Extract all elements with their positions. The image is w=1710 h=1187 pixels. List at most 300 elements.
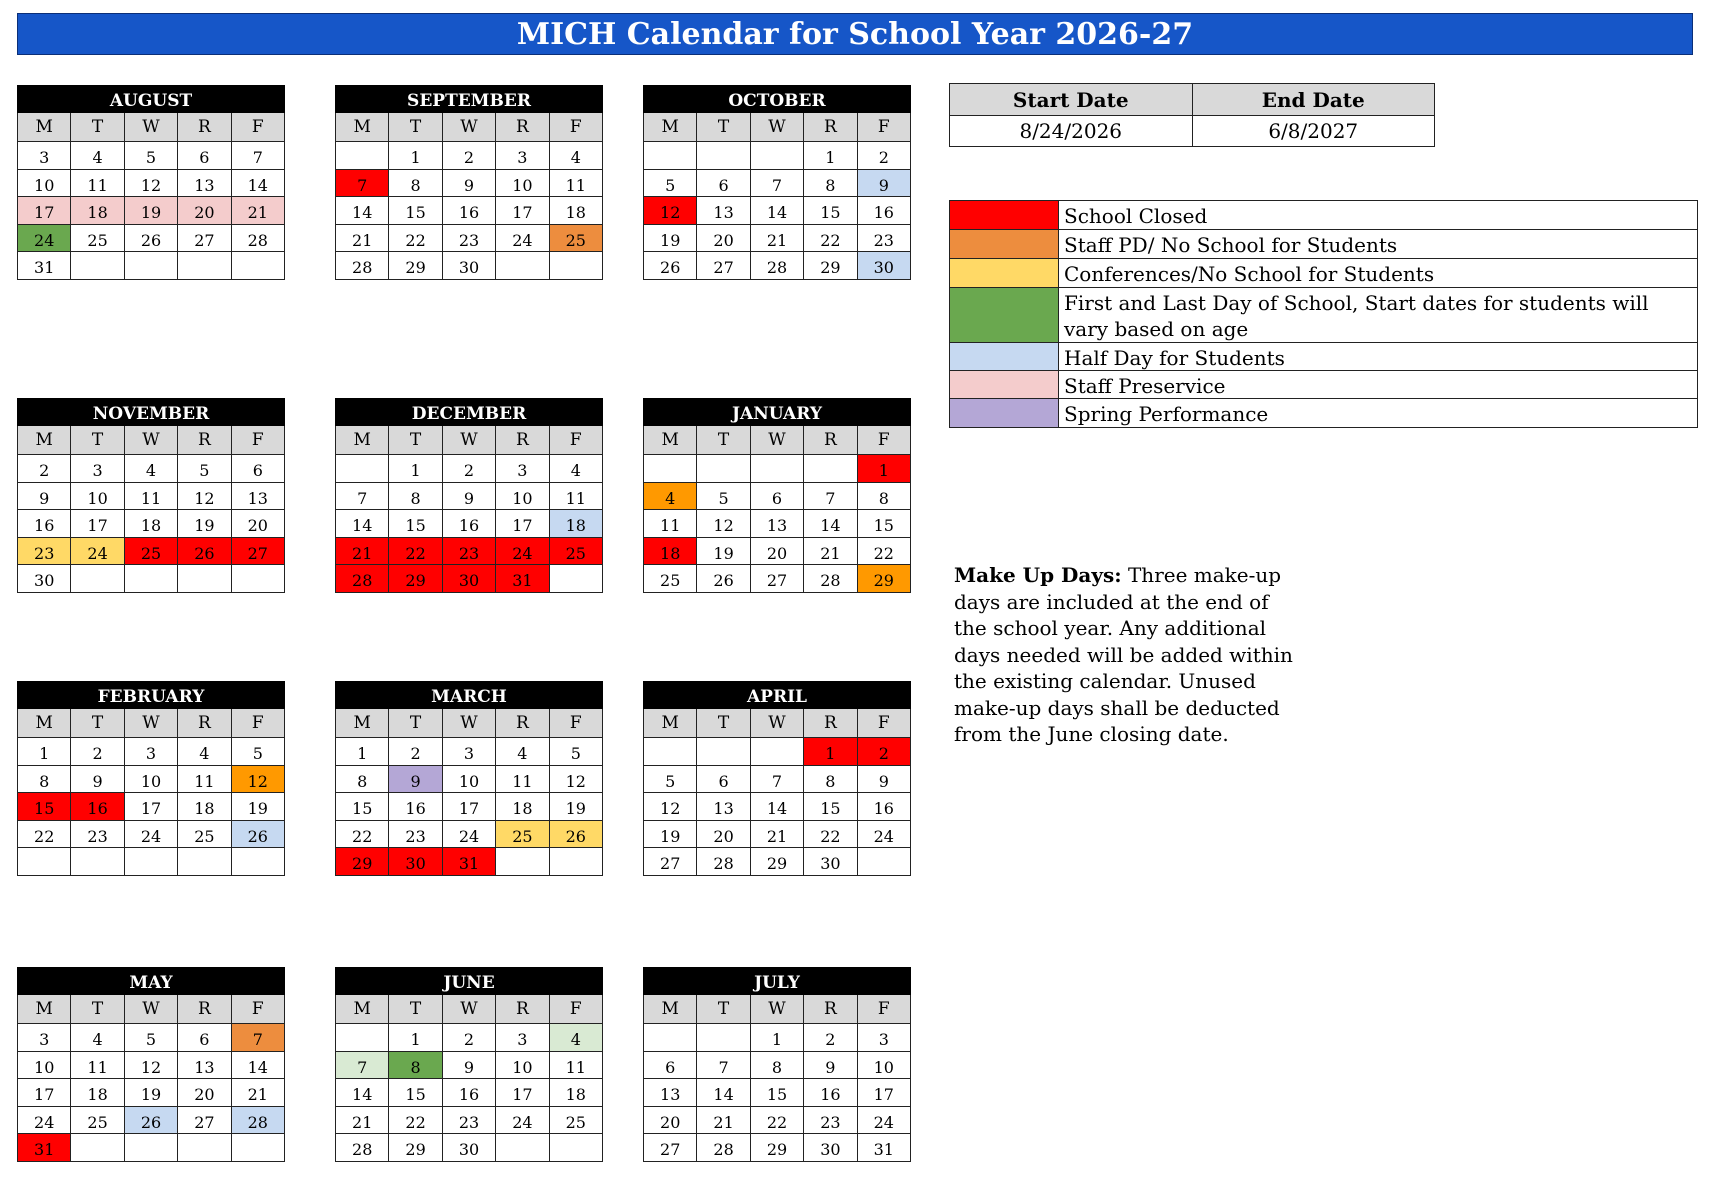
day-cell: 18 [125, 510, 178, 538]
day-cell: 28 [336, 252, 389, 280]
day-cell: 14 [336, 510, 389, 538]
weekday-header: M [336, 426, 389, 455]
weekday-header: R [178, 995, 231, 1024]
month-august [17, 85, 285, 280]
day-cell: 30 [804, 1134, 857, 1162]
day-cell [125, 252, 178, 280]
weekday-header: M [644, 113, 697, 142]
day-cell: 14 [751, 197, 804, 225]
day-cell: 30 [858, 252, 911, 280]
weekday-header: W [443, 709, 496, 738]
weekday-header: W [443, 995, 496, 1024]
weekday-header: R [804, 709, 857, 738]
legend-label: First and Last Day of School, Start dates for students will vary based on age [1064, 291, 1649, 341]
day-cell: 29 [751, 848, 804, 876]
day-cell: 19 [232, 793, 285, 821]
day-cell [697, 1024, 750, 1052]
weekday-header: F [232, 995, 285, 1024]
day-cell: 18 [550, 197, 603, 225]
day-cell: 31 [443, 848, 496, 876]
legend-label: Conferences/No School for Students [1064, 262, 1435, 286]
day-cell: 14 [804, 510, 857, 538]
month-days-grid [17, 995, 285, 1162]
day-cell: 18 [496, 793, 549, 821]
month-may [17, 967, 285, 1162]
day-cell: 29 [389, 1134, 442, 1162]
day-cell: 2 [858, 738, 911, 766]
day-cell: 3 [496, 455, 549, 483]
weekday-header: T [389, 995, 442, 1024]
day-cell: 3 [443, 738, 496, 766]
day-cell: 26 [644, 252, 697, 280]
day-cell: 22 [18, 821, 71, 849]
day-cell: 26 [178, 538, 231, 566]
day-cell: 28 [697, 1134, 750, 1162]
day-cell: 7 [336, 1052, 389, 1080]
day-cell: 28 [804, 565, 857, 593]
day-cell: 30 [443, 565, 496, 593]
day-cell: 14 [336, 197, 389, 225]
day-cell: 19 [178, 510, 231, 538]
day-cell: 25 [125, 538, 178, 566]
day-cell: 4 [496, 738, 549, 766]
weekday-header: W [125, 709, 178, 738]
day-cell [697, 142, 750, 170]
day-cell: 26 [697, 565, 750, 593]
month-days-grid [643, 113, 911, 280]
weekday-header: F [550, 426, 603, 455]
day-cell: 3 [858, 1024, 911, 1052]
day-cell: 3 [18, 142, 71, 170]
month-name: OCTOBER [643, 85, 911, 113]
day-cell: 11 [71, 170, 124, 198]
legend-label: School Closed [1064, 204, 1208, 228]
day-cell: 17 [18, 197, 71, 225]
day-cell: 24 [125, 821, 178, 849]
day-cell: 30 [443, 1134, 496, 1162]
day-cell: 4 [644, 483, 697, 511]
day-cell: 19 [125, 197, 178, 225]
day-cell: 15 [804, 793, 857, 821]
day-cell: 10 [858, 1052, 911, 1080]
day-cell: 22 [389, 1107, 442, 1135]
legend-item [950, 371, 1697, 399]
day-cell: 20 [644, 1107, 697, 1135]
day-cell: 16 [443, 510, 496, 538]
month-december [335, 398, 603, 593]
day-cell [232, 565, 285, 593]
day-cell: 15 [751, 1079, 804, 1107]
day-cell: 21 [336, 225, 389, 253]
day-cell: 8 [389, 170, 442, 198]
month-days-grid [335, 995, 603, 1162]
day-cell: 24 [18, 1107, 71, 1135]
legend-swatch [950, 259, 1059, 287]
day-cell: 31 [18, 1134, 71, 1162]
day-cell: 13 [751, 510, 804, 538]
day-cell: 13 [178, 1052, 231, 1080]
day-cell: 22 [858, 538, 911, 566]
day-cell: 17 [496, 1079, 549, 1107]
day-cell: 9 [858, 766, 911, 794]
day-cell: 9 [443, 483, 496, 511]
legend-item [950, 259, 1697, 288]
month-october [643, 85, 911, 280]
month-name: JANUARY [643, 398, 911, 426]
day-cell: 6 [178, 142, 231, 170]
month-days-grid [643, 995, 911, 1162]
day-cell: 3 [496, 142, 549, 170]
day-cell: 12 [178, 483, 231, 511]
day-cell: 28 [336, 565, 389, 593]
weekday-header: T [697, 995, 750, 1024]
weekday-header: T [71, 709, 124, 738]
day-cell: 25 [550, 1107, 603, 1135]
day-cell: 25 [550, 225, 603, 253]
day-cell: 9 [18, 483, 71, 511]
school-dates-table [949, 83, 1435, 147]
month-november [17, 398, 285, 593]
day-cell: 15 [389, 1079, 442, 1107]
day-cell: 5 [644, 766, 697, 794]
month-days-grid [17, 426, 285, 593]
day-cell [550, 1134, 603, 1162]
weekday-header: R [178, 709, 231, 738]
day-cell: 10 [71, 483, 124, 511]
day-cell [178, 565, 231, 593]
month-days-grid [643, 709, 911, 876]
day-cell: 5 [697, 483, 750, 511]
weekday-header: F [232, 426, 285, 455]
day-cell [125, 848, 178, 876]
day-cell: 22 [804, 225, 857, 253]
day-cell: 9 [389, 766, 442, 794]
day-cell: 24 [18, 225, 71, 253]
day-cell: 17 [18, 1079, 71, 1107]
day-cell: 4 [71, 142, 124, 170]
day-cell: 3 [125, 738, 178, 766]
day-cell: 14 [232, 170, 285, 198]
day-cell: 22 [336, 821, 389, 849]
day-cell: 25 [550, 538, 603, 566]
day-cell: 7 [804, 483, 857, 511]
day-cell [550, 848, 603, 876]
day-cell: 21 [232, 197, 285, 225]
day-cell: 19 [125, 1079, 178, 1107]
day-cell: 30 [18, 565, 71, 593]
weekday-header: F [550, 709, 603, 738]
day-cell: 8 [804, 766, 857, 794]
weekday-header: T [389, 113, 442, 142]
weekday-header: F [858, 426, 911, 455]
month-name: JUNE [335, 967, 603, 995]
day-cell: 2 [71, 738, 124, 766]
day-cell: 18 [178, 793, 231, 821]
day-cell: 31 [18, 252, 71, 280]
day-cell: 8 [389, 483, 442, 511]
day-cell: 17 [125, 793, 178, 821]
day-cell: 18 [550, 1079, 603, 1107]
day-cell [71, 252, 124, 280]
month-days-grid [335, 709, 603, 876]
weekday-header: M [18, 709, 71, 738]
day-cell: 1 [18, 738, 71, 766]
day-cell [336, 1024, 389, 1052]
day-cell: 16 [18, 510, 71, 538]
day-cell: 12 [550, 766, 603, 794]
day-cell: 20 [697, 821, 750, 849]
day-cell: 2 [443, 142, 496, 170]
day-cell: 1 [804, 738, 857, 766]
day-cell: 28 [232, 1107, 285, 1135]
legend-swatch [950, 343, 1059, 370]
day-cell: 5 [125, 1024, 178, 1052]
weekday-header: W [751, 709, 804, 738]
day-cell: 22 [751, 1107, 804, 1135]
day-cell: 4 [550, 1024, 603, 1052]
day-cell: 12 [125, 1052, 178, 1080]
day-cell: 24 [71, 538, 124, 566]
month-march [335, 681, 603, 876]
day-cell: 21 [336, 538, 389, 566]
day-cell [550, 565, 603, 593]
day-cell [232, 252, 285, 280]
day-cell: 1 [389, 455, 442, 483]
day-cell: 21 [697, 1107, 750, 1135]
day-cell: 29 [389, 252, 442, 280]
weekday-header: T [71, 426, 124, 455]
day-cell: 29 [858, 565, 911, 593]
day-cell: 19 [550, 793, 603, 821]
day-cell: 18 [550, 510, 603, 538]
day-cell: 11 [71, 1052, 124, 1080]
day-cell: 15 [389, 197, 442, 225]
weekday-header: R [178, 113, 231, 142]
day-cell: 12 [697, 510, 750, 538]
day-cell: 12 [644, 197, 697, 225]
weekday-header: M [644, 426, 697, 455]
weekday-header: R [804, 995, 857, 1024]
day-cell: 4 [550, 455, 603, 483]
day-cell: 27 [644, 848, 697, 876]
day-cell [336, 455, 389, 483]
day-cell: 24 [858, 1107, 911, 1135]
day-cell: 17 [858, 1079, 911, 1107]
day-cell [858, 848, 911, 876]
day-cell: 25 [178, 821, 231, 849]
month-name: NOVEMBER [17, 398, 285, 426]
day-cell: 5 [232, 738, 285, 766]
legend-item [950, 288, 1697, 343]
day-cell: 25 [644, 565, 697, 593]
day-cell: 4 [550, 142, 603, 170]
day-cell: 5 [550, 738, 603, 766]
day-cell: 23 [443, 225, 496, 253]
day-cell: 21 [751, 821, 804, 849]
day-cell: 24 [496, 1107, 549, 1135]
legend-label: Half Day for Students [1064, 346, 1285, 370]
weekday-header: F [550, 113, 603, 142]
day-cell: 6 [644, 1052, 697, 1080]
day-cell [125, 565, 178, 593]
day-cell: 7 [232, 142, 285, 170]
day-cell: 26 [550, 821, 603, 849]
weekday-header: W [125, 113, 178, 142]
start-date-value: 8/24/2026 [950, 116, 1193, 147]
weekday-header: T [389, 709, 442, 738]
day-cell [71, 1134, 124, 1162]
day-cell [644, 142, 697, 170]
legend-item [950, 343, 1697, 371]
day-cell: 23 [804, 1107, 857, 1135]
weekday-header: F [550, 995, 603, 1024]
legend-swatch [950, 230, 1059, 258]
day-cell: 8 [336, 766, 389, 794]
day-cell: 16 [71, 793, 124, 821]
day-cell [232, 848, 285, 876]
day-cell: 11 [550, 170, 603, 198]
month-name: FEBRUARY [17, 681, 285, 709]
day-cell: 16 [858, 793, 911, 821]
day-cell: 28 [751, 252, 804, 280]
day-cell [71, 848, 124, 876]
month-july [643, 967, 911, 1162]
legend-label: Staff PD/ No School for Students [1064, 233, 1398, 257]
day-cell: 9 [804, 1052, 857, 1080]
weekday-header: F [858, 709, 911, 738]
month-name: JULY [643, 967, 911, 995]
weekday-header: W [751, 426, 804, 455]
day-cell [550, 252, 603, 280]
day-cell [644, 1024, 697, 1052]
weekday-header: R [496, 426, 549, 455]
day-cell: 16 [858, 197, 911, 225]
day-cell: 6 [178, 1024, 231, 1052]
day-cell: 16 [443, 197, 496, 225]
weekday-header: T [71, 113, 124, 142]
month-name: MARCH [335, 681, 603, 709]
day-cell: 10 [496, 170, 549, 198]
month-days-grid [17, 709, 285, 876]
legend-item [950, 399, 1697, 427]
day-cell: 30 [804, 848, 857, 876]
day-cell: 24 [858, 821, 911, 849]
day-cell: 28 [232, 225, 285, 253]
day-cell [178, 1134, 231, 1162]
day-cell: 18 [71, 1079, 124, 1107]
day-cell: 6 [751, 483, 804, 511]
day-cell: 14 [336, 1079, 389, 1107]
weekday-header: M [644, 709, 697, 738]
day-cell: 1 [336, 738, 389, 766]
day-cell [644, 455, 697, 483]
day-cell: 1 [804, 142, 857, 170]
day-cell: 8 [858, 483, 911, 511]
weekday-header: T [697, 426, 750, 455]
day-cell: 21 [232, 1079, 285, 1107]
month-april [643, 681, 911, 876]
day-cell: 9 [71, 766, 124, 794]
day-cell: 20 [232, 510, 285, 538]
day-cell: 18 [71, 197, 124, 225]
month-february [17, 681, 285, 876]
day-cell: 3 [18, 1024, 71, 1052]
day-cell: 13 [697, 197, 750, 225]
day-cell: 11 [644, 510, 697, 538]
day-cell: 27 [178, 225, 231, 253]
day-cell: 15 [804, 197, 857, 225]
day-cell: 4 [71, 1024, 124, 1052]
day-cell: 16 [389, 793, 442, 821]
day-cell: 1 [751, 1024, 804, 1052]
month-name: AUGUST [17, 85, 285, 113]
weekday-header: T [697, 709, 750, 738]
day-cell: 12 [125, 170, 178, 198]
weekday-header: R [496, 995, 549, 1024]
makeup-days-note [954, 562, 1304, 748]
day-cell [804, 455, 857, 483]
day-cell: 28 [697, 848, 750, 876]
month-january [643, 398, 911, 593]
day-cell: 4 [125, 455, 178, 483]
day-cell: 23 [389, 821, 442, 849]
day-cell: 1 [389, 142, 442, 170]
day-cell: 13 [232, 483, 285, 511]
weekday-header: M [336, 709, 389, 738]
day-cell: 21 [804, 538, 857, 566]
day-cell: 24 [443, 821, 496, 849]
day-cell [496, 848, 549, 876]
day-cell: 5 [178, 455, 231, 483]
day-cell: 7 [336, 483, 389, 511]
day-cell: 27 [751, 565, 804, 593]
day-cell: 9 [443, 170, 496, 198]
weekday-header: F [232, 709, 285, 738]
day-cell: 2 [18, 455, 71, 483]
day-cell [697, 455, 750, 483]
weekday-header: M [336, 995, 389, 1024]
day-cell [125, 1134, 178, 1162]
day-cell: 26 [232, 821, 285, 849]
month-days-grid [335, 426, 603, 593]
weekday-header: T [389, 426, 442, 455]
day-cell: 1 [389, 1024, 442, 1052]
day-cell: 7 [336, 170, 389, 198]
day-cell: 14 [232, 1052, 285, 1080]
start-date-header: Start Date [950, 84, 1193, 116]
day-cell: 8 [389, 1052, 442, 1080]
day-cell: 8 [751, 1052, 804, 1080]
day-cell: 10 [125, 766, 178, 794]
day-cell: 2 [443, 1024, 496, 1052]
weekday-header: R [178, 426, 231, 455]
day-cell: 1 [858, 455, 911, 483]
day-cell: 4 [178, 738, 231, 766]
day-cell: 29 [751, 1134, 804, 1162]
weekday-header: F [232, 113, 285, 142]
end-date-header: End Date [1192, 84, 1435, 116]
month-september [335, 85, 603, 280]
day-cell: 3 [496, 1024, 549, 1052]
day-cell: 17 [496, 197, 549, 225]
day-cell: 7 [232, 1024, 285, 1052]
legend [949, 200, 1698, 428]
month-days-grid [335, 113, 603, 280]
day-cell [697, 738, 750, 766]
legend-swatch [950, 371, 1059, 398]
weekday-header: W [125, 426, 178, 455]
day-cell: 12 [644, 793, 697, 821]
